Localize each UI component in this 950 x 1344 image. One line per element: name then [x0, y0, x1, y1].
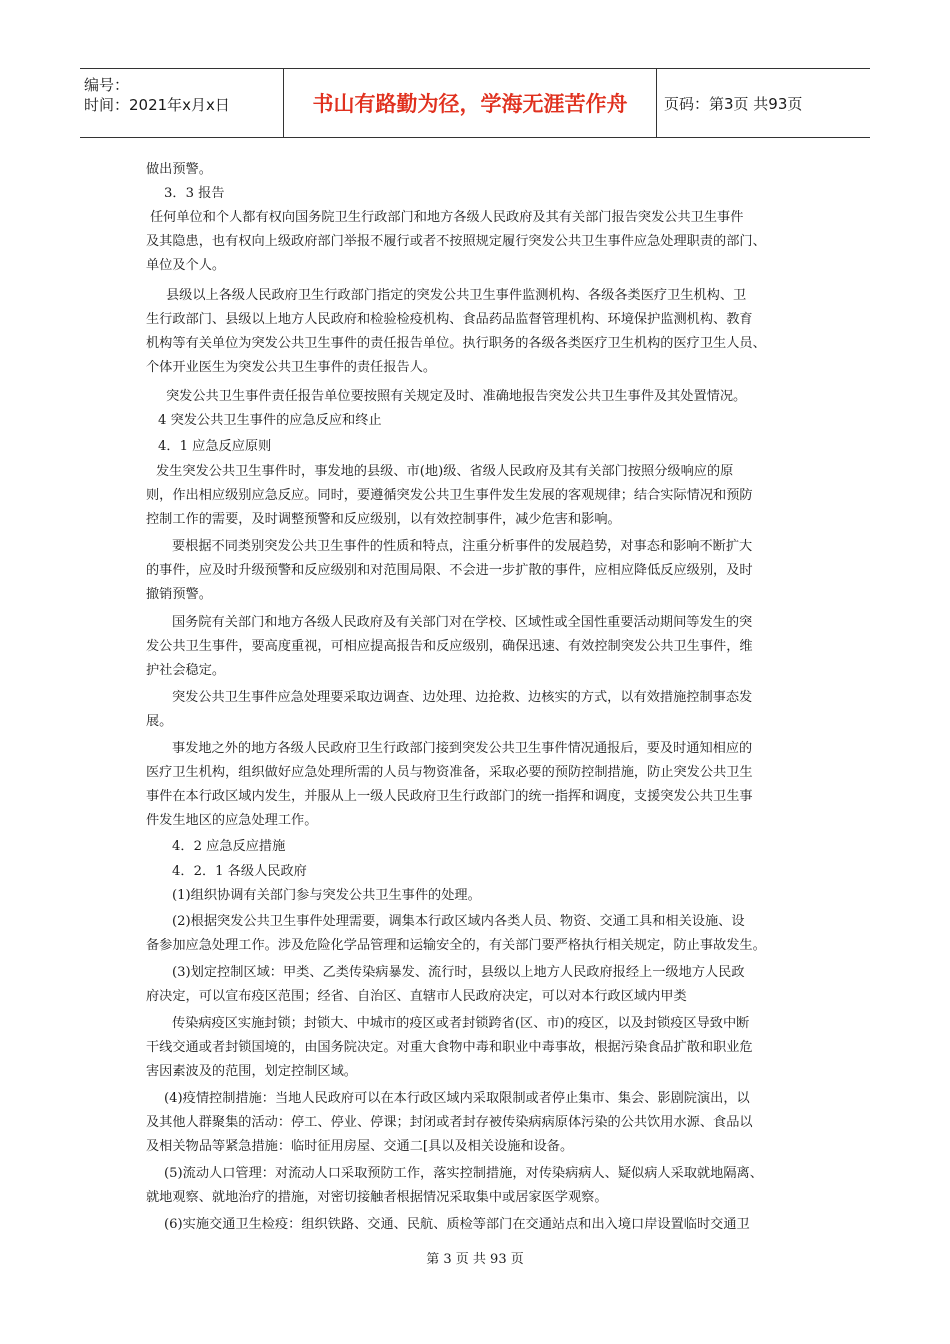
body-line: 要根据不同类别突发公共卫生事件的性质和特点，注重分析事件的发展趋势，对事态和影响不断扩大	[172, 539, 753, 554]
section-heading: 4 突发公共卫生事件的应急反应和终止	[158, 413, 382, 428]
body-line: 及其他人群聚集的活动：停工、停业、停课；封闭或者封存被传染病病原体污染的公共饮用水源、食品以	[146, 1115, 753, 1130]
list-item: (3)划定控制区域：甲类、乙类传染病暴发、流行时，县级以上地方人民政府报经上一级地方人民政	[172, 965, 745, 980]
body-line: 府决定，可以宣布疫区范围；经省、自治区、直辖市人民政府决定，可以对本行政区域内甲类	[146, 989, 687, 1004]
body-line: 害因素波及的范围，划定控制区域。	[146, 1064, 357, 1079]
body-line: 个体开业医生为突发公共卫生事件的责任报告人。	[146, 360, 437, 375]
body-line: 事件在本行政区域内发生，并服从上一级人民政府卫生行政部门的统一指挥和调度，支援突发公共卫生事	[146, 789, 753, 804]
body-line: 任何单位和个人都有权向国务院卫生行政部门和地方各级人民政府及其有关部门报告突发公共卫生事件	[150, 210, 744, 225]
body-line: 医疗卫生机构，组织做好应急处理所需的人员与物资准备，采取必要的预防控制措施，防止突发公共卫生	[146, 765, 753, 780]
body-line: 件发生地区的应急处理工作。	[146, 813, 318, 828]
body-line: 备参加应急处理工作。涉及危险化学品管理和运输安全的，有关部门要严格执行相关规定，防止事故发生。	[146, 938, 766, 953]
body-line: 事发地之外的地方各级人民政府卫生行政部门接到突发公共卫生事件情况通报后，要及时通知相应的	[172, 741, 753, 756]
body-line: 单位及个人。	[146, 258, 226, 273]
page-footer: 第 3 页 共 93 页	[426, 1252, 524, 1267]
body-line: 发生突发公共卫生事件时，事发地的县级、市(地)级、省级人民政府及其有关部门按照分级响应的原	[156, 464, 734, 479]
document-number-label: 编号：	[84, 76, 130, 94]
body-line: 国务院有关部门和地方各级人民政府及有关部门对在学校、区域性或全国性重要活动期间等发生的突	[172, 615, 753, 630]
list-item: (5)流动人口管理：对流动人口采取预防工作，落实控制措施，对传染病病人、疑似病人采取就地隔离、	[164, 1166, 763, 1181]
body-line: 突发公共卫生事件应急处理要采取边调查、边处理、边抢救、边核实的方式，以有效措施控制事态发	[172, 690, 753, 705]
body-line: 撤销预警。	[146, 587, 212, 602]
body-line: 传染病疫区实施封锁；封锁大、中城市的疫区或者封锁跨省(区、市)的疫区，以及封锁疫区导致中断	[172, 1016, 750, 1031]
header-info-cell	[80, 69, 283, 137]
body-line: 的事件，应及时升级预警和反应级别和对范围局限、不会进一步扩散的事件，应相应降低反应级别，及时	[146, 563, 753, 578]
body-line: 及相关物品等紧急措施：临时征用房屋、交通二[具以及相关设施和设备。	[146, 1139, 574, 1154]
list-item: (2)根据突发公共卫生事件处理需要，调集本行政区域内各类人员、物资、交通工具和相关设施、设	[172, 914, 745, 929]
body-line: 做出预警。	[146, 162, 212, 177]
body-line: 就地观察、就地治疗的措施，对密切接触者根据情况采取集中或居家医学观察。	[146, 1190, 608, 1205]
section-heading: 4．2．1 各级人民政府	[172, 864, 307, 879]
body-line: 机构等有关单位为突发公共卫生事件的责任报告单位。执行职务的各级各类医疗卫生机构的医疗卫生人员、	[146, 336, 766, 351]
body-line: 干线交通或者封锁国境的，由国务院决定。对重大食物中毒和职业中毒事故，根据污染食品扩散和职业危	[146, 1040, 753, 1055]
list-item: (6)实施交通卫生检疫：组织铁路、交通、民航、质检等部门在交通站点和出入境口岸设置临时交通卫	[164, 1217, 750, 1232]
body-line: 发公共卫生事件，要高度重视，可相应提高报告和反应级别，确保迅速、有效控制突发公共卫生事件，维	[146, 639, 753, 654]
body-line: 展。	[146, 714, 173, 729]
section-heading: 4．2 应急反应措施	[172, 839, 286, 854]
section-heading: 4．1 应急反应原则	[158, 439, 272, 454]
body-line: 生行政部门、县级以上地方人民政府和检验检疫机构、食品药品监督管理机构、环境保护监测机构、教育	[146, 312, 753, 327]
body-line: 控制工作的需要，及时调整预警和反应级别，以有效控制事件，减少危害和影响。	[146, 512, 621, 527]
section-heading: 3．3 报告	[164, 186, 225, 201]
page-header	[80, 68, 870, 138]
list-item: (1)组织协调有关部门参与突发公共卫生事件的处理。	[172, 888, 481, 903]
list-item: (4)疫情控制措施：当地人民政府可以在本行政区域内采取限制或者停止集市、集会、影剧院演出，以	[164, 1091, 750, 1106]
body-line: 突发公共卫生事件责任报告单位要按照有关规定及时、准确地报告突发公共卫生事件及其处置情况。	[166, 389, 747, 404]
header-page-number: 页码：第3页 共93页	[664, 94, 803, 113]
body-line: 则，作出相应级别应急反应。同时，要遵循突发公共卫生事件发生发展的客观规律；结合实际情况和预防	[146, 488, 753, 503]
body-line: 护社会稳定。	[146, 663, 226, 678]
body-line: 及其隐患，也有权向上级政府部门举报不履行或者不按照规定履行突发公共卫生事件应急处理职责的部门、	[146, 234, 766, 249]
body-line: 县级以上各级人民政府卫生行政部门指定的突发公共卫生事件监测机构、各级各类医疗卫生机构、卫	[166, 288, 747, 303]
header-motto: 书山有路勤为径，学海无涯苦作舟	[283, 69, 657, 137]
document-date-label: 时间：2021年x月x日	[84, 96, 230, 114]
